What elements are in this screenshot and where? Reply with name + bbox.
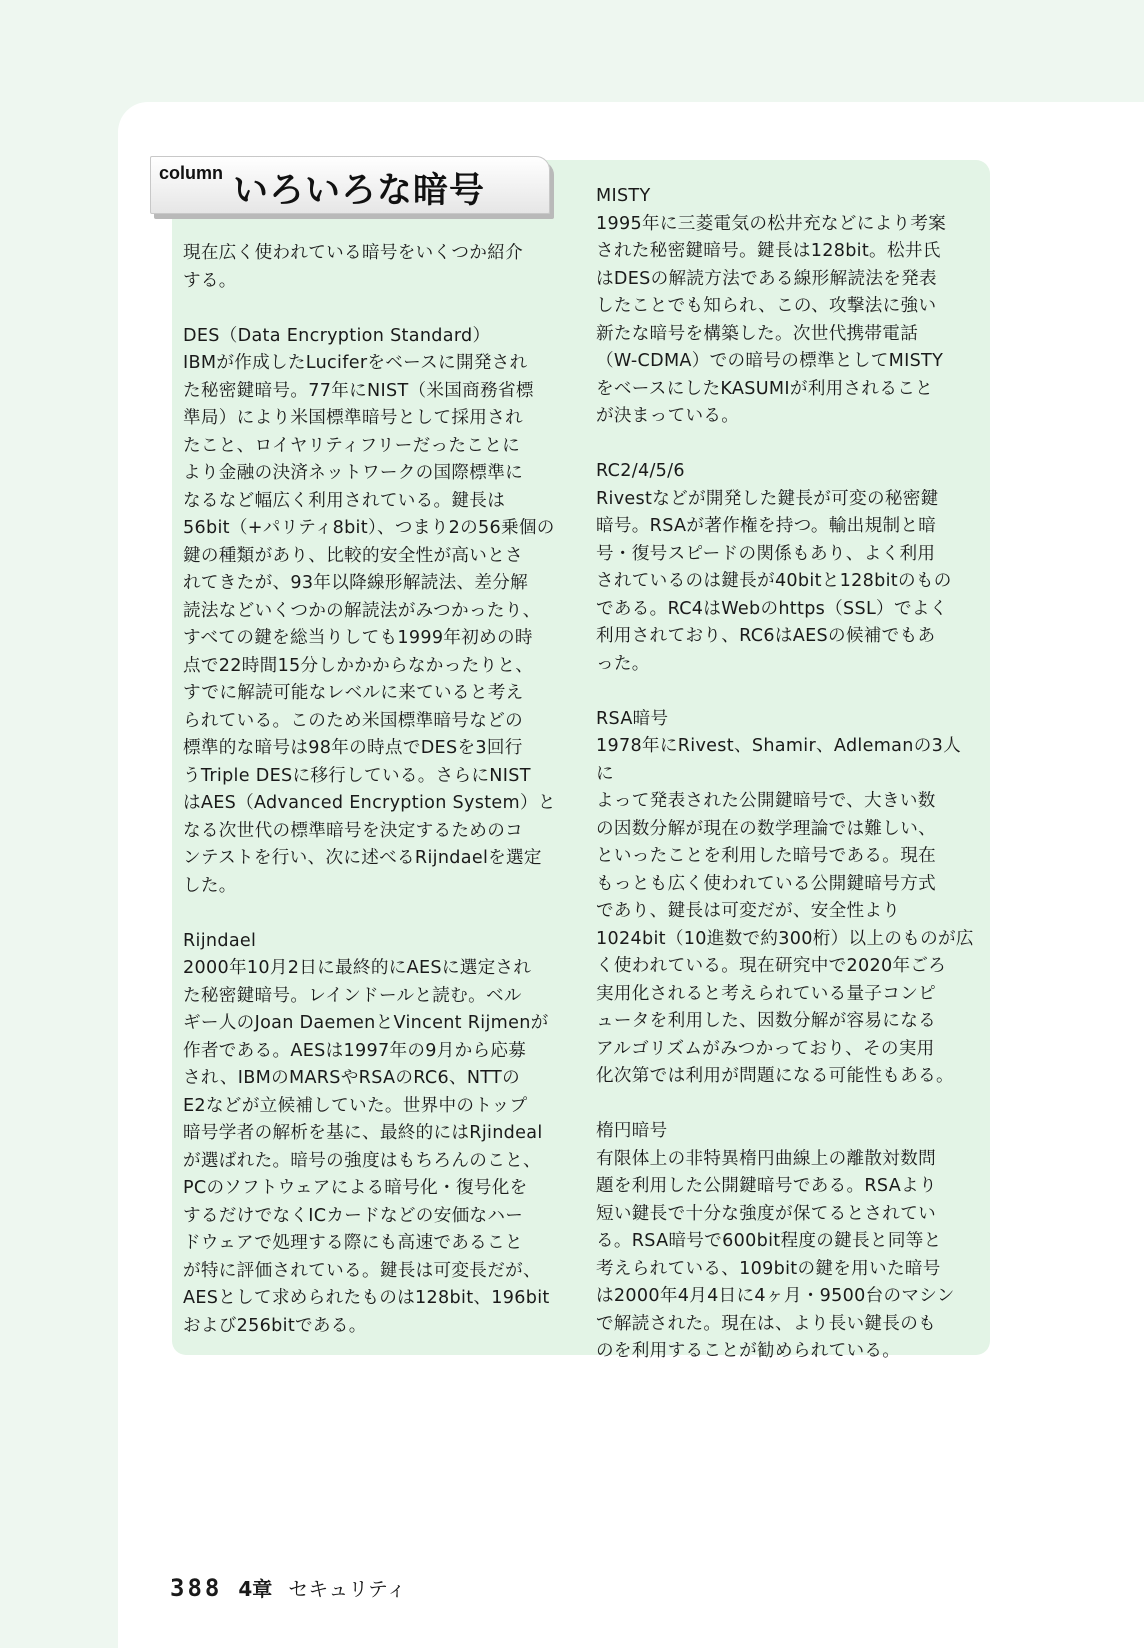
right-text-column: [596, 183, 976, 1366]
chapter-label: 4章: [238, 1577, 273, 1601]
column-title-banner: [150, 156, 550, 214]
rsa-section: RSA暗号 1978年にRivest、Shamir、Adlemanの3人に よって発表された公開鍵暗号で、大きい数 の因数分解が現在の数学理論では難しい、 といったことを利用した暗号である。現在 もっとも広く使われている公開鍵暗号方式 であり、鍵長は可変だが、安全性より 1024bit（10進数で約300桁）以上のものが広 く使われている。現在研究中で2020年ごろ 実用化されると考えられている量子コンピ ュータを利用した、因数分解が容易になる アルゴリズムがみつかっており、その実用 化次第では利用が問題になる可能性もある。: [596, 708, 974, 1086]
rijndael-section: Rijndael 2000年10月2日に最終的にAESに選定され た秘密鍵暗号。レインドールと読む。ベル ギー人のJoan DaemenとVincent Rijmenが 作者である。AESは1997年の9月から応募 され、IBMのMARSやRSAのRC6、NTTの E2などが立候補していた。世界中のトップ 暗号学者の解析を基に、最終的にはRjindeal が選ばれた。暗号の強度はもちろんのこと、 PCのソフトウェアによる暗号化・復号化を するだけでなくICカードなどの安価なハー ドウェアで処理する際にも高速であること が特に評価されている。鍵長は可変長だが、 AESとして求められたものは128bit、196bit および256bitである。: [183, 930, 550, 1336]
misty-section: MISTY 1995年に三菱電気の松井充などにより考案 された秘密鍵暗号。鍵長は128bit。松井氏 はDESの解読方法である線形解読法を発表 したことでも知られ、この、攻撃法に強い 新たな暗号を構築した。次世代携帯電話 （W-CDMA）での暗号の標準としてMISTY をベースにしたKASUMIが利用されること が決まっている。: [596, 186, 947, 426]
column-tag: column: [159, 163, 224, 183]
des-section: DES（Data Encryption Standard） IBMが作成したLuciferをベースに開発され た秘密鍵暗号。77年にNIST（米国商務省標 準局）により米国標準暗号として採用され たこと、ロイヤリティフリーだったことに より金融の決済ネットワークの国際標準に なるなど幅広く利用されている。鍵長は 56bit（+パリティ8bit）、つまり2の56乗個の 鍵の種類があり、比較的安全性が高いとさ れてきたが、93年以降線形解読法、差分解 読法などいくつかの解読法がみつかったり、 すべての鍵を総当りしても1999年初めの時 点で22時間15分しかかからなかったりと、 すでに解読可能なレベルに来ていると考え られている。このため米国標準暗号などの 標準的な暗号は98年の時点でDESを3回行 うTriple DESに移行している。さらにNIST はAES（Advanced Encryption System）と なる次世代の標準暗号を決定するためのコ ンテストを行い、次に述べるRijndaelを選定 した。: [183, 325, 556, 896]
rc-section: RC2/4/5/6 Rivestなどが開発した鍵長が可変の秘密鍵 暗号。RSAが著作権を持つ。輸出規制と暗 号・復号スピードの関係もあり、よく利用 されているのは鍵長が40bitと128bitのもの である。RC4はWebのhttps（SSL）でよく 利用されており、RC6はAESの候補でもあ った。: [596, 461, 952, 674]
elliptic-section: 楕円暗号 有限体上の非特異楕円曲線上の離散対数問 題を利用した公開鍵暗号である。RSAより 短い鍵長で十分な強度が保てるとされてい る。RSA暗号で600bit程度の鍵長と同等と 考えられている、109bitの鍵を用いた暗号 は2000年4月4日に4ヶ月・9500台のマシン で解読された。現在は、より長い鍵長のも のを利用することが勧められている。: [596, 1121, 955, 1361]
section-label: セキュリティ: [288, 1577, 407, 1601]
intro-paragraph: 現在広く使われている暗号をいくつか紹介 する。: [183, 243, 523, 291]
column-title: いろいろな暗号: [233, 171, 486, 211]
left-text-column: [183, 240, 558, 1340]
page-footer: [170, 1573, 406, 1603]
page-number: 388: [170, 1574, 223, 1602]
